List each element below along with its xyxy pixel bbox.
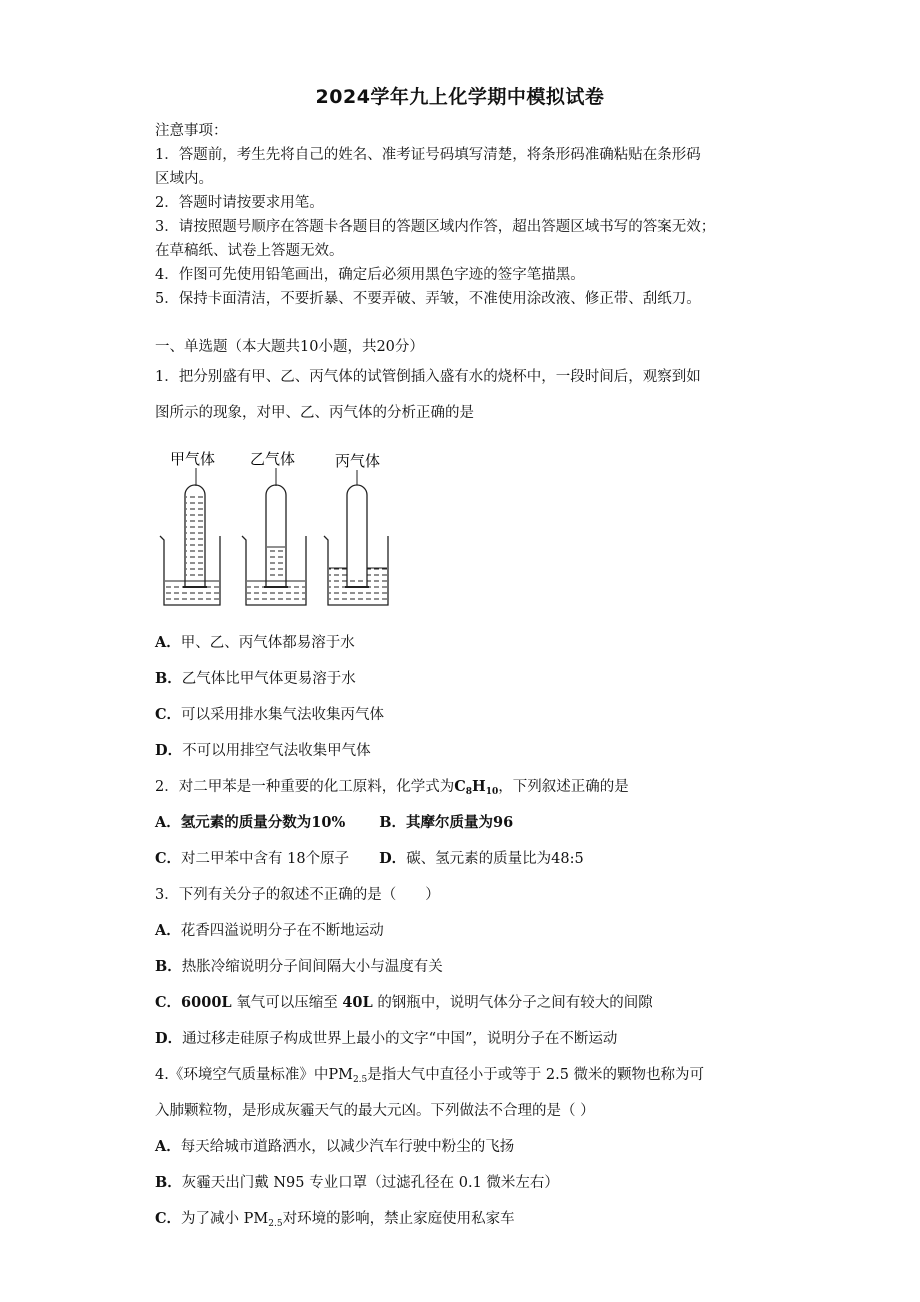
tube-water — [186, 495, 204, 585]
chemical-formula — [454, 778, 498, 795]
option-letter: C． — [155, 1210, 182, 1227]
notice-item: 1．答题前，考生先将自己的姓名、准考证号码填写清楚，将条形码准确粘贴在条形码 — [155, 147, 701, 163]
option-text: 可以采用排水集气法收集丙气体 — [181, 707, 385, 723]
option-letter: A． — [155, 922, 181, 939]
q4-option-b[interactable] — [155, 1173, 559, 1193]
option-text-num: 40L — [342, 994, 373, 1011]
q1-stem-line1: 1．把分别盛有甲、乙、丙气体的试管倒插入盛有水的烧杯中，一段时间后，观察到如 — [155, 369, 701, 385]
notice-item: 区域内。 — [155, 171, 213, 187]
option-text: 氢元素的质量分数为10% — [180, 814, 346, 831]
q2-stem-post: ，下列叙述正确的是 — [498, 779, 629, 795]
beaker-jia — [160, 450, 220, 605]
q2-stem — [155, 777, 629, 797]
figure-label: 甲气体 — [170, 450, 216, 468]
option-letter: A． — [155, 814, 181, 831]
notice-heading: 注意事项： — [155, 123, 228, 139]
option-letter: D． — [379, 850, 407, 867]
option-letter: D． — [155, 1030, 183, 1047]
q2-stem-pre: 2．对二甲苯是一种重要的化工原料，化学式为 — [155, 779, 455, 795]
tube-water — [348, 576, 366, 586]
option-text: 灰霾天出门戴 N95 专业口罩（过滤孔径在 0.1 微米左右） — [181, 1175, 559, 1191]
option-text: 对二甲苯中含有 18个原子 — [181, 851, 350, 867]
page-title: 2024学年九上化学期中模拟试卷 — [315, 86, 605, 108]
beaker-yi — [242, 450, 306, 605]
q1-option-c[interactable] — [155, 705, 384, 725]
option-text: 其摩尔质量为96 — [406, 814, 514, 831]
option-letter: A． — [155, 1138, 181, 1155]
option-letter: B． — [379, 814, 406, 831]
tube-water — [267, 547, 285, 585]
q4-option-c[interactable] — [155, 1209, 515, 1229]
pm-text: PM — [243, 1211, 269, 1227]
beaker-bing — [324, 452, 388, 605]
q4-stem-post: 是指大气中直径小于或等于 2.5 微米的颗物也称为可 — [367, 1067, 705, 1083]
option-letter: B． — [155, 958, 182, 975]
notice-item: 5．保持卡面清洁，不要折暴、不要弄破、弄皱，不准使用涂改液、修正带、刮纸刀。 — [155, 291, 701, 307]
option-letter: B． — [155, 670, 182, 687]
q2-option-c[interactable] — [155, 851, 349, 867]
option-text: 热胀冷缩说明分子间间隔大小与温度有关 — [181, 959, 443, 975]
option-letter: C． — [155, 850, 182, 867]
formula-element: H — [472, 778, 486, 795]
option-text: 对环境的影响，禁止家庭使用私家车 — [282, 1211, 515, 1227]
formula-subscript: 10 — [485, 787, 499, 797]
q1-figure-svg — [150, 440, 400, 610]
beaker-group — [160, 450, 388, 605]
q3-option-b[interactable] — [155, 957, 443, 977]
option-letter: D． — [155, 742, 183, 759]
option-text: 的钢瓶中，说明气体分子之间有较大的间隙 — [377, 995, 653, 1011]
option-letter: C． — [155, 994, 182, 1011]
q3-stem: 3．下列有关分子的叙述不正确的是（ ） — [155, 887, 440, 903]
section-heading: 一、单选题（本大题共10小题，共20分） — [155, 339, 424, 355]
figure-label: 丙气体 — [335, 452, 381, 470]
q2-option-a[interactable] — [155, 815, 345, 831]
q4-option-a[interactable] — [155, 1137, 514, 1157]
option-text: 每天给城市道路洒水，以减少汽车行驶中粉尘的飞扬 — [180, 1139, 515, 1155]
notice-item: 在草稿纸、试卷上答题无效。 — [155, 243, 344, 259]
figure-label: 乙气体 — [250, 450, 296, 468]
q2-option-b[interactable] — [379, 815, 513, 831]
q4-stem-line2: 入肺颗粒物，是形成灰霾天气的最大元凶。下列做法不合理的是（ ） — [155, 1103, 595, 1119]
q4-stem-pre: 4.《环境空气质量标准》中 — [155, 1067, 329, 1083]
option-text: 为了减小 — [181, 1211, 244, 1227]
pm-subscript: 2.5 — [352, 1075, 368, 1085]
q2-options-row2 — [155, 849, 584, 869]
option-text: 碳、氢元素的质量比为48:5 — [406, 851, 584, 867]
q1-figure-test-tubes — [150, 440, 400, 610]
q3-option-a[interactable] — [155, 921, 384, 941]
notice-item: 4．作图可先使用铅笔画出，确定后必须用黑色字迹的签字笔描黑。 — [155, 267, 585, 283]
option-text-num: 6000L — [181, 994, 232, 1011]
q1-option-a[interactable] — [155, 633, 355, 653]
pm-subscript: 2.5 — [268, 1219, 283, 1229]
formula-element: C — [454, 778, 466, 795]
formula-subscript: 8 — [465, 787, 473, 797]
pm-text: PM — [328, 1067, 353, 1083]
option-text: 氧气可以压缩至 — [236, 995, 338, 1011]
option-letter: C． — [155, 706, 182, 723]
notice-item: 3．请按照题号顺序在答题卡各题目的答题区域内作答，超出答题区域书写的答案无效； — [155, 219, 716, 235]
q4-stem-line1 — [155, 1065, 704, 1085]
q2-options-row1 — [155, 813, 513, 833]
option-text: 乙气体比甲气体更易溶于水 — [181, 671, 356, 687]
option-letter: B． — [155, 1174, 182, 1191]
q3-option-c[interactable] — [155, 993, 653, 1013]
test-tube-outline — [347, 485, 367, 586]
q1-option-d[interactable] — [155, 741, 371, 761]
q2-option-d[interactable] — [379, 851, 584, 867]
option-letter: A． — [155, 634, 181, 651]
option-text: 甲、乙、丙气体都易溶于水 — [180, 635, 355, 651]
q1-stem-line2: 图所示的现象，对甲、乙、丙气体的分析正确的是 — [155, 405, 474, 421]
q3-option-d[interactable] — [155, 1029, 617, 1049]
option-text: 花香四溢说明分子在不断地运动 — [180, 923, 384, 939]
option-text: 不可以用排空气法收集甲气体 — [182, 743, 371, 759]
notice-item: 2．答题时请按要求用笔。 — [155, 195, 324, 211]
option-text: 通过移走硅原子构成世界上最小的文字“中国”，说明分子在不断运动 — [182, 1031, 618, 1047]
q1-option-b[interactable] — [155, 669, 356, 689]
